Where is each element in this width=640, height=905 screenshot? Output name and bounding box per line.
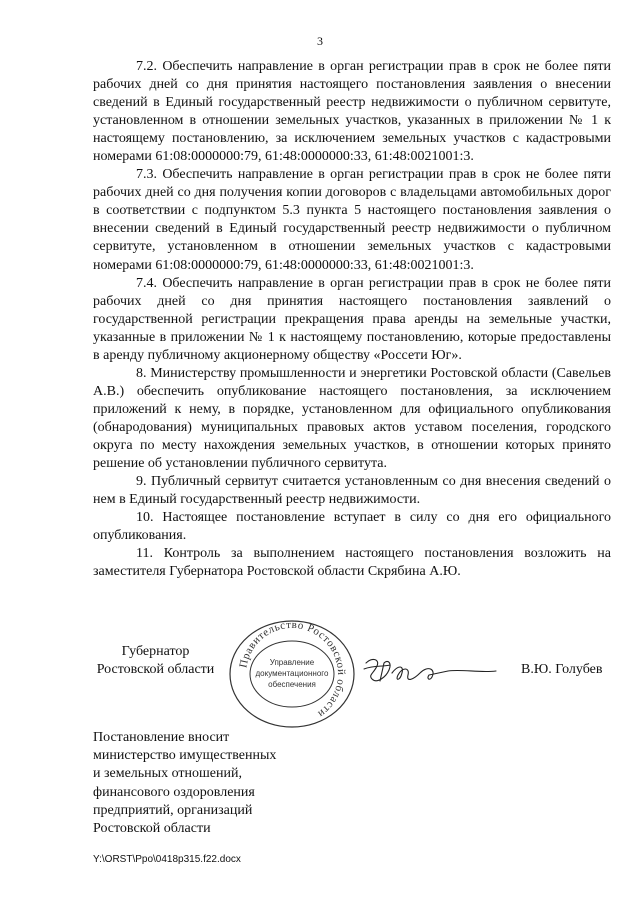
signatory-name: В.Ю. Голубев — [521, 662, 603, 677]
page-number: 3 — [317, 34, 323, 48]
paragraph-10: 10. Настоящее постановление вступает в силу со дня его официального опубликования. — [93, 510, 611, 544]
note-line-1: Постановление вносит — [93, 730, 230, 745]
paragraph-8: 8. Министерству промышленности и энергетики Ростовской области (Савельев А.В.) обеспечить опубликование настоящего постановления, за исключением приложений к нему, в порядке, установленном для официального опубликования (обнародования) муниципальных правовых актов уставом поселения, городского округа по месту нахождения земельных участков, в отношении которых принято решение об установлении публичного сервитута. — [93, 365, 611, 472]
seal-center-line-2: документационного — [255, 669, 329, 678]
position-line-1: Губернатор — [121, 644, 190, 659]
paragraph-7-4: 7.4. Обеспечить направление в орган регистрации прав в срок не более пяти рабочих дней со дня принятия настоящего постановления заявлений о государственной регистрации прекращения права аренды на земельные участки, указанные в приложении № 1 к настоящему постановлению, которые предоставлены в аренду публичному акционерному обществу «Россети Юг». — [93, 275, 611, 363]
official-seal — [226, 618, 358, 730]
file-path: Y:\ORST\Ppo\0418p315.f22.docx — [93, 854, 241, 865]
position-line-2: Ростовской области — [96, 662, 215, 677]
paragraph-7-2: 7.2. Обеспечить направление в орган регистрации прав в срок не более пяти рабочих дней со дня принятия настоящего постановления заявления о внесении сведений в Единый государственный реестр недвижимости о публичном сервитуте, установленном в отношении земельных участков, указанных в приложении № 1 к настоящему постановлению, за исключением земельных участков с кадастровыми номерами 61:08:0000000:79, 61:48:0000000:33, 61:48:0021001:3. — [93, 59, 611, 165]
seal-center-line-1: Управление — [269, 658, 315, 667]
note-line-6: Ростовской области — [93, 821, 211, 837]
handwritten-signature — [362, 651, 502, 691]
note-line-5: предприятий, организаций — [93, 802, 253, 818]
paragraph-11: 11. Контроль за выполнением настоящего постановления возложить на заместителя Губернатора Ростовской области Скрябина А.Ю. — [93, 546, 611, 580]
note-line-4: финансового оздоровления — [93, 784, 255, 800]
seal-ring-text: Правительство Ростовской области — [237, 618, 348, 721]
document-body — [93, 58, 611, 581]
signatory-position — [93, 643, 218, 679]
submitter-note — [93, 729, 353, 838]
paragraph-9: 9. Публичный сервитут считается установленным со дня внесения сведений о нем в Единый государственный реестр недвижимости. — [93, 474, 611, 508]
seal-center-line-3: обеспечения — [268, 680, 316, 689]
paragraph-7-3: 7.3. Обеспечить направление в орган регистрации прав в срок не более пяти рабочих дней со дня получения копии договоров с владельцами автомобильных дорог в соответствии с подпунктом 5.3 пункта 5 настоящего постановления заявления о внесении сведений в Единый государственный реестр недвижимости о публичном сервитуте, установленном в отношении земельных участков с кадастровыми номерами 61:08:0000000:79, 61:48:0000000:33, 61:48:0021001:3. — [93, 167, 611, 273]
note-line-2: министерство имущественных — [93, 748, 277, 764]
note-line-3: и земельных отношений, — [93, 766, 242, 782]
